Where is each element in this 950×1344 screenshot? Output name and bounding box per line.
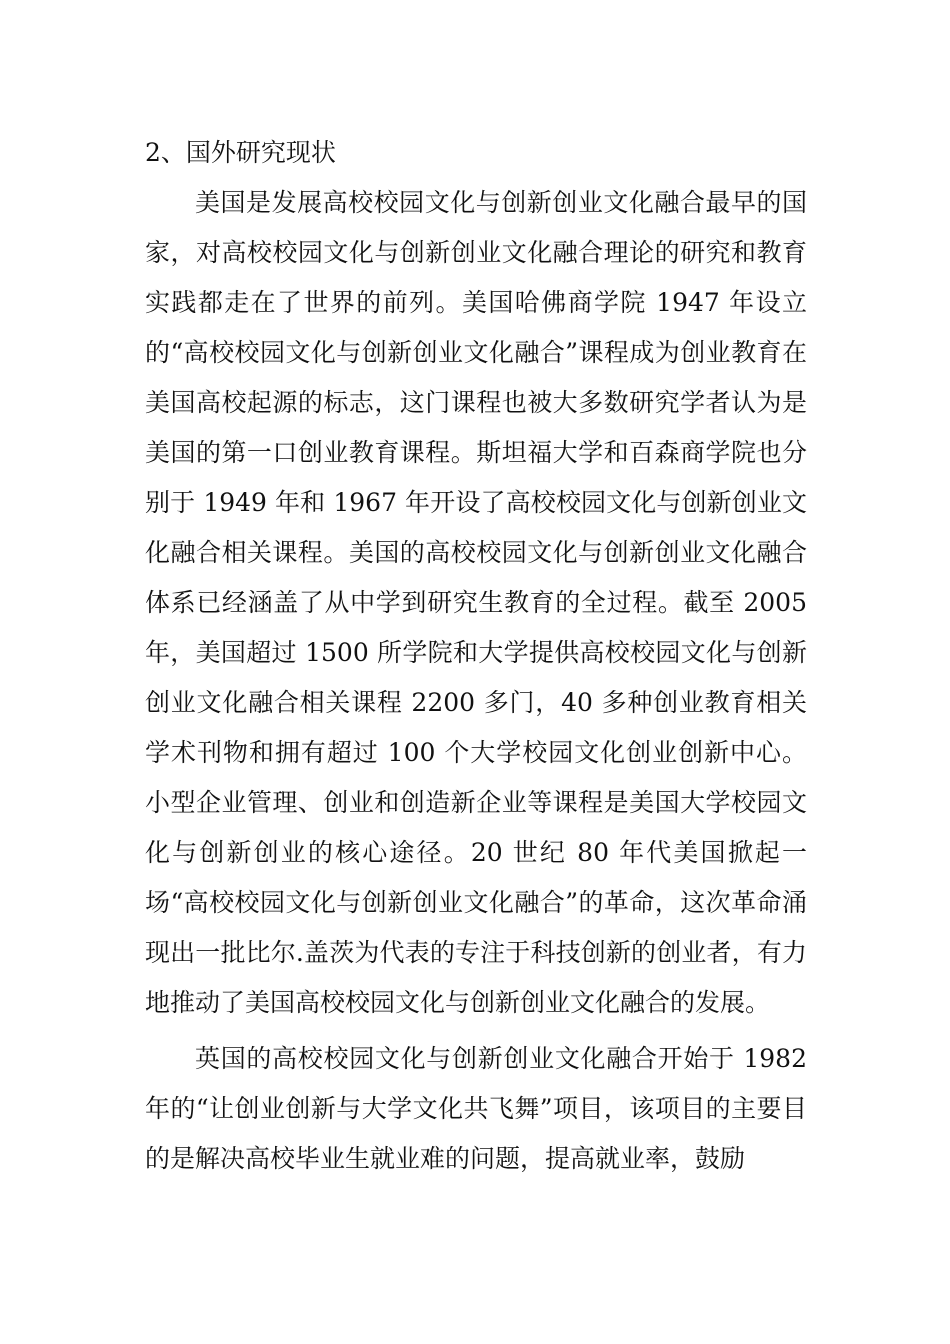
- paragraph-uk-research: 英国的高校校园文化与创新创业文化融合开始于 1982 年的“让创业创新与大学文化共飞舞”项目，该项目的主要目的是解决高校毕业生就业难的问题，提高就业率，鼓励: [145, 1044, 807, 1173]
- section-heading: 2、国外研究现状: [145, 138, 336, 167]
- paragraph-us-research: 美国是发展高校校园文化与创新创业文化融合最早的国家，对高校校园文化与创新创业文化融合理论的研究和教育实践都走在了世界的前列。美国哈佛商学院 1947 年设立的“高校校园文化与创新创业文化融合”课程成为创业教育在美国高校起源的标志，这门课程也被大多数研究学者认为是美国的第一口创业教育课程。斯坦福大学和百森商学院也分别于 1949 年和 1967 年开设了高校校园文化与创新创业文化融合相关课程。美国的高校校园文化与创新创业文化融合体系已经涵盖了从中学到研究生教育的全过程。截至 2005 年，美国超过 1500 所学院和大学提供高校校园文化与创新创业文化融合相关课程 2200 多门，40 多种创业教育相关学术刊物和拥有超过 100 个大学校园文化创业创新中心。小型企业管理、创业和创造新企业等课程是美国大学校园文化与创新创业的核心途径。20 世纪 80 年代美国掀起一场“高校校园文化与创新创业文化融合”的革命，这次革命涌现出一批比尔.盖茨为代表的专注于科技创新的创业者，有力地推动了美国高校校园文化与创新创业文化融合的发展。: [145, 188, 807, 1017]
- document-body: [145, 128, 807, 1190]
